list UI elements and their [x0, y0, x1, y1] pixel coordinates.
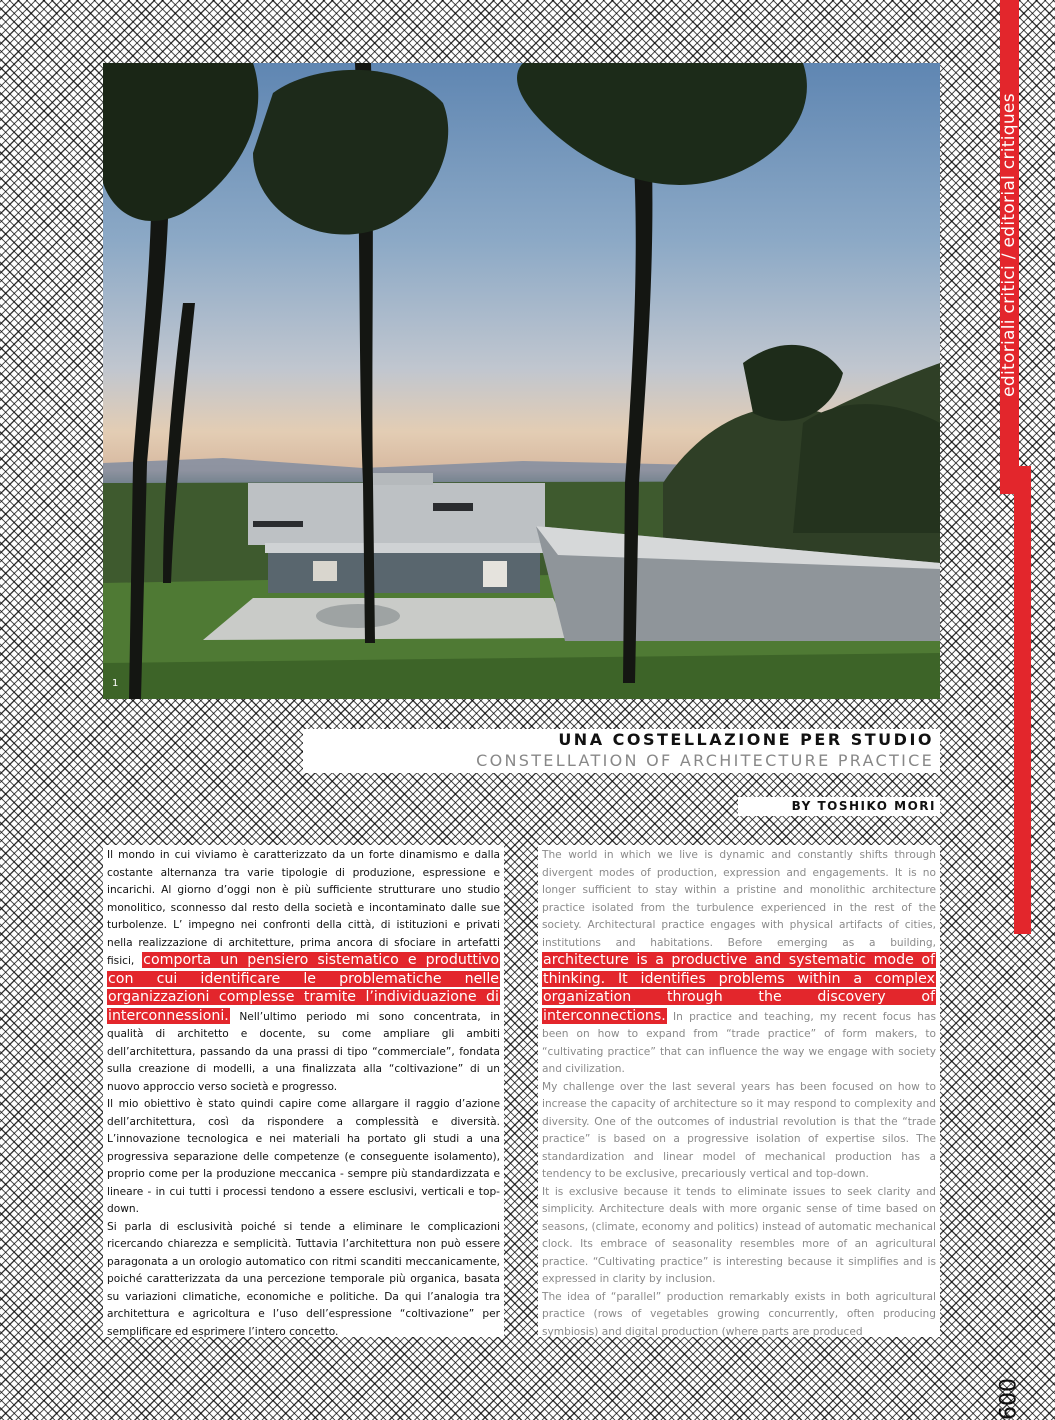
author-byline: BY TOSHIKO MORI — [738, 797, 940, 816]
english-paragraph-4: The idea of “parallel” production remarkably exists in both agricultural practice (rows of vegetables growing concurrently, often producing symbiosis) and digital production (where parts are produced — [542, 1290, 936, 1337]
english-paragraph-3: It is exclusive because it tends to eliminate issues to seek clarity and simplicity. Architecture deals with more organic sense of time based on seasons, (climate, economy and politics) instead of automatic mechanical clock. Its embrace of seasonality resembles more of an agricultural practice. “Cultivating practice” is interesting because it simplifies and is expressed in clarity by inclusion. — [542, 1185, 936, 1285]
figure-number: 1 — [112, 678, 119, 689]
italian-text-column — [103, 845, 504, 1337]
english-p1-end: In practice and teaching, my recent focus has been on how to expand from “trade practice” of form makers, to “cultivating practice” that can influence the way we engage with society and civilization. — [542, 1010, 936, 1075]
italian-paragraph-1 — [107, 847, 500, 1096]
photo-illustration — [103, 63, 940, 699]
english-highlight-quote: architecture is a productive and systematic mode of thinking. It identifies problems within a complex organization through the discovery of interconnections. — [543, 952, 935, 1024]
house-photograph — [103, 63, 940, 699]
italian-paragraph-3: Si parla di esclusività poiché si tende a eliminare le complicazioni ricercando chiarezza e semplicità. Tuttavia l’architettura non può essere paragonata a un orologio automatico con ritmi scanditi meccanicamente, poiché caratterizzata da una percezione temporale più organica, basata su variazioni climatiche, economiche e politiche. Da qui l’analogia tra architettura e agricoltura e l’uso dell’espressione “coltivazione” per semplificare ed esprimere l’intero concetto. — [107, 1220, 500, 1337]
italian-p1-end: Nell’ultimo periodo mi sono concentrata, in qualità di architetto e docente, su come ampliare gli ambiti dell’architettura, passando da una prassi di tipo “commerciale”, fondata sulla creazione di modelli, a una finalizzata alla “coltivazione” di un nuovo approccio verso società e progresso. — [107, 1010, 500, 1093]
english-text-column — [538, 845, 940, 1337]
english-p1-start: The world in which we live is dynamic and constantly shifts through divergent modes of production, expression and engagements. It is no longer sufficient to stay within a pristine and monolithic architecture practice isolated from the turbulence experienced in the rest of the society. Architectural practice engages with physical artifacts of cities, institutions and habitations. Before emerging as a building, — [542, 849, 936, 949]
english-paragraph-2: My challenge over the last several years has been focused on how to increase the capacity of architecture so it may respond to complexity and diversity. One of the outcomes of industrial revolution is that the “trade practice” is based on a progressive isolation of expertise silos. The standardization and linear model of mechanical production has a tendency to be exclusive, precariously vertical and top-down. — [542, 1080, 936, 1180]
page-number: 009 — [993, 1378, 1018, 1420]
title-band — [303, 729, 940, 773]
title-italian: UNA COSTELLAZIONE PER STUDIO — [558, 730, 934, 749]
italian-highlight-quote: comporta un pensiero sistematico e produttivo con cui identificare le problematiche nelle organizzazioni complesse tramite l’individuazione di interconnessioni. — [108, 952, 499, 1024]
italian-p1-start: Il mondo in cui viviamo è caratterizzato da un forte dinamismo e dalla costante alternanza tra varie tipologie di produzione, espressione e incarichi. Al giorno d’oggi non è più sufficiente strutturare uno studio monolitico, sconnesso dal resto della società e incontaminato dalle sue turbolenze. L’ impegno nei confronti della città, di istituzioni e privati nella realizzazione di architetture, prima ancora di sfociare in artefatti fisici, — [107, 849, 500, 967]
title-english: CONSTELLATION OF ARCHITECTURE PRACTICE — [476, 751, 934, 770]
section-label: editoriali critici / editorial critiques — [999, 93, 1019, 397]
side-accent-bar — [1014, 466, 1031, 934]
italian-paragraph-2: Il mio obiettivo è stato quindi capire come allargare il raggio d’azione dell’architettura, così da rispondere a complessità e diversità. L’innovazione tecnologica e nei materiali ha portato gli studi a una progressiva separazione delle competenze (e conseguente isolamento), proprio come per la produzione meccanica - sempre più standardizzata e lineare - in cui tutti i processi tendono a essere esclusivi, verticali e top-down. — [107, 1098, 500, 1215]
english-paragraph-1 — [542, 847, 936, 1079]
